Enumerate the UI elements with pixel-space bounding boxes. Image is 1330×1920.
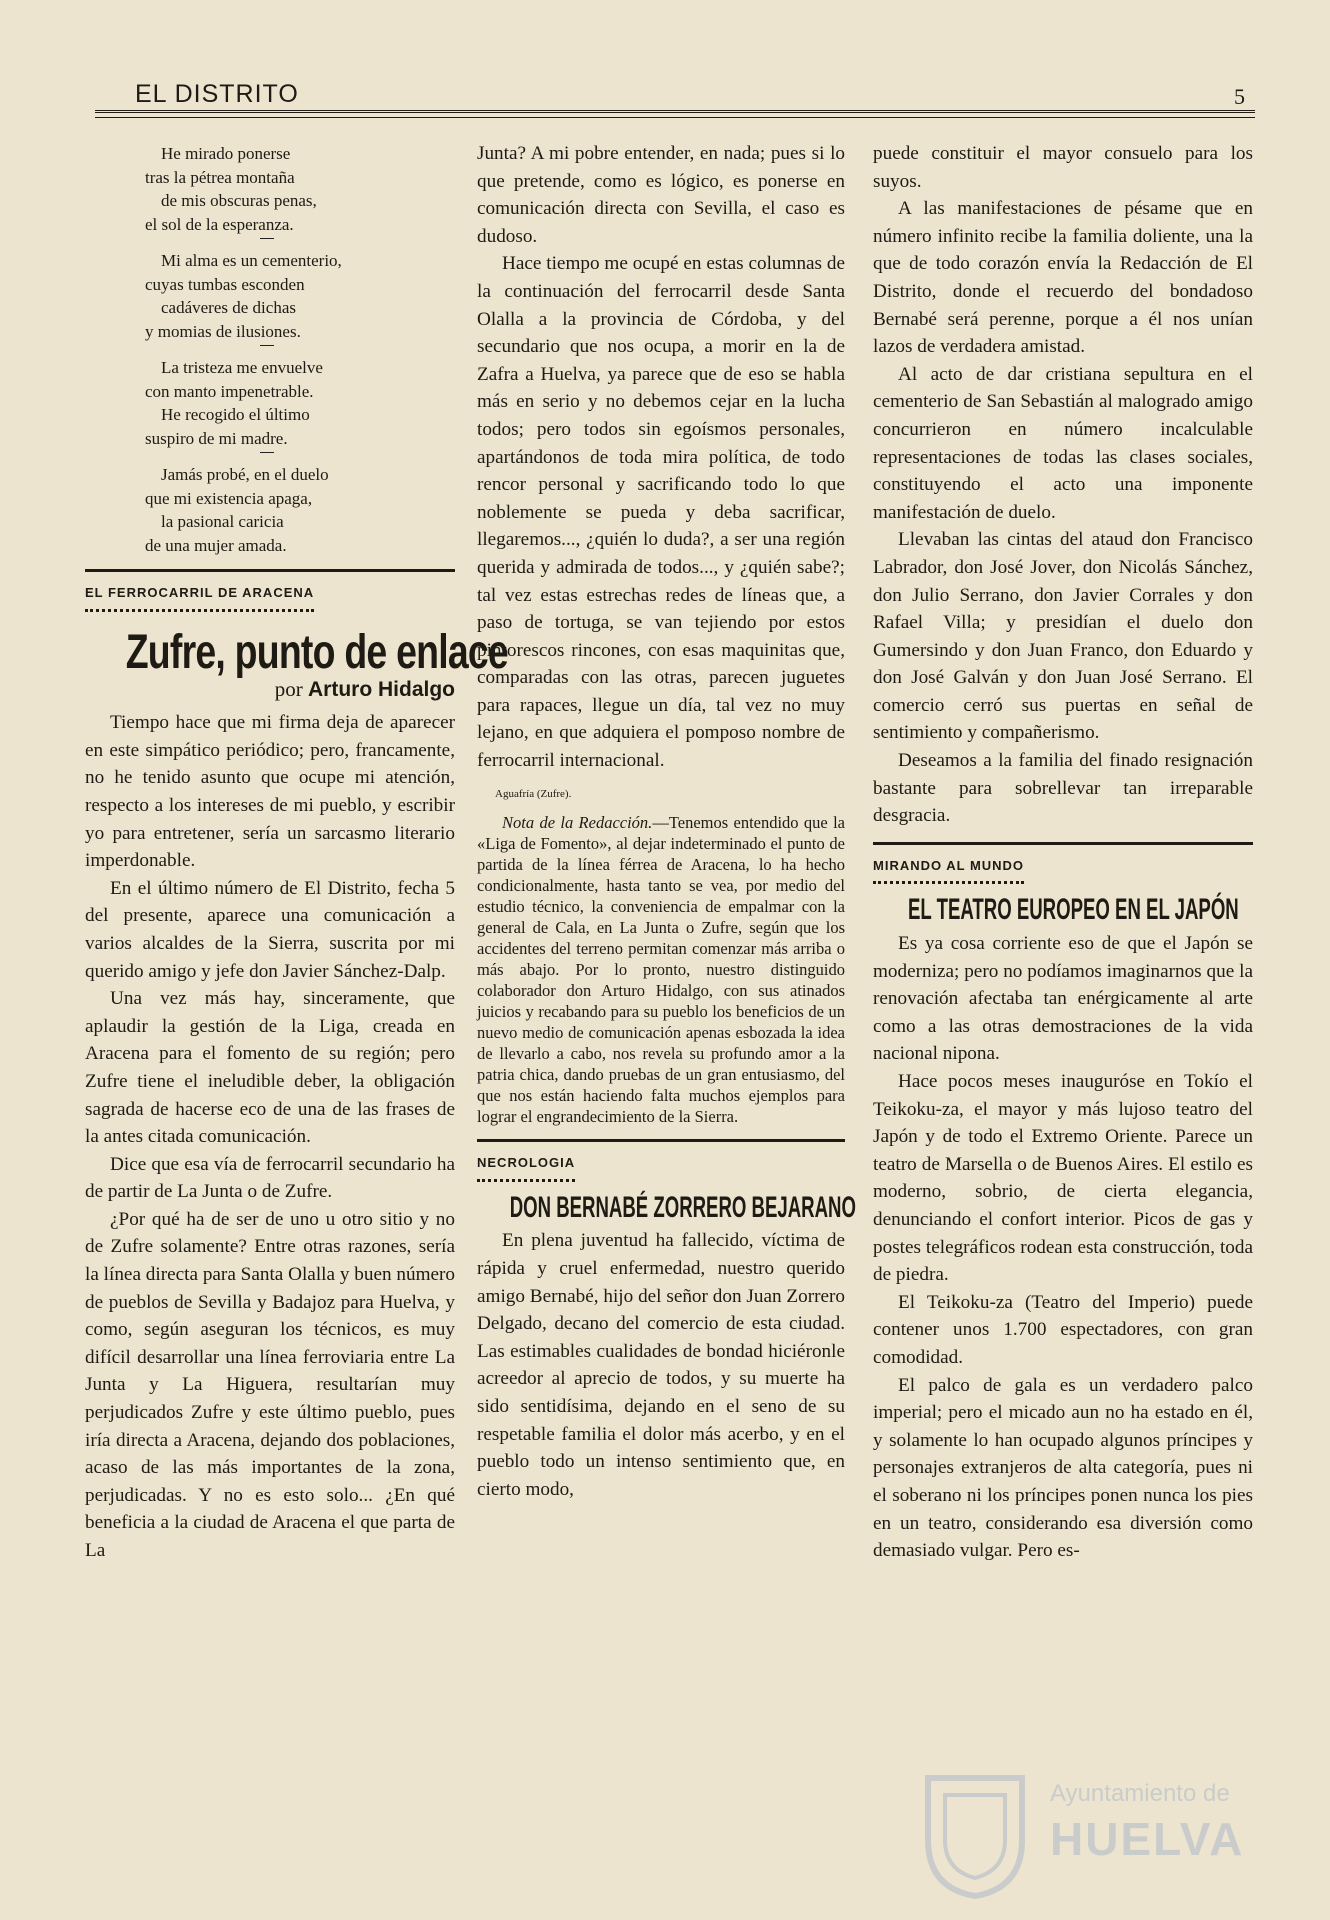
byline-author: Arturo Hidalgo — [308, 677, 455, 701]
paragraph: Hace tiempo me ocupé en estas columnas de la continuación del ferrocarril desde Santa Olalla a la provincia de Córdoba, y del secundario que nos ocupa, a morir en la de Zafra a Huelva, ya parece que de eso se habla más en serio y no debemos cejar en la lucha todos; pero todos sin egoísmos personales, apartándonos de toda mira política, de todo rencor personal y sacrificando todo lo que noblemente se pueda y deba sacrificar, llegaremos..., ¿quién lo duda?, a ser una región querida y admirada de todos..., y ¿quién sabe?; tal vez estas estrechas redes de líneas que, a paso de tortuga, se van tejiendo por estos pintorescos rincones, con esas maquinitas que, comparadas con las otras, parecen juguetes para rapaces, llegue un día, tal vez no muy lejano, en que adquiera el pomposo nombre de ferrocarril internacional. — [477, 253, 845, 772]
paragraph: puede constituir el mayor consuelo para los suyos. — [873, 143, 1253, 192]
paragraph: Tiempo hace que mi firma deja de aparecer en este simpático periódico; pero, francamente, no he tenido asunto que ocupe mi atención, respecto a los intereses de mi pueblo, y escribir yo para entretener, sería un sarcasmo literario imperdonable. — [85, 712, 455, 872]
column-3 — [873, 140, 1253, 1565]
paragraph: A las manifestaciones de pésame que en número infinito recibe la familia doliente, una la que de todo corazón envía la Redacción de El Distrito, donde el recuerdo del bondadoso Bernabé será perenne, porque a él nos unían lazos de verdadera amistad. — [873, 198, 1253, 358]
paragraph: Llevaban las cintas del ataud don Francisco Labrador, don José Jover, don Nicolás Sánchez, don Julio Serrano, don Javier Corrales y don Rafael Villa; y presidían el duelo don Gumersindo y don Juan Franco, don Eduardo y don José Galván y don Juan José Serrano. El comercio cerró sus puertas en señal de sentimiento y compañerismo. — [873, 529, 1253, 744]
poem-line: He mirado ponerse — [161, 144, 291, 163]
section-rule — [873, 842, 1253, 845]
poem-line: suspiro de mi madre. — [145, 428, 288, 448]
paragraph: Hace pocos meses inauguróse en Tokío el Teikoku-za, el mayor y más lujoso teatro del Japón y de todo el Extremo Oriente. Parece un teatro de Marsella o de Buenos Aires. El estilo es moderno, sobrio, de cierta elegancia, denunciando el confort interior. Picos de gas y postes telegráficos rodean esta construcción, toda de piedra. — [873, 1071, 1253, 1286]
poem-line: de una mujer amada. — [145, 535, 287, 555]
poem-line: cadáveres de dichas — [161, 298, 296, 317]
paragraph: Deseamos a la familia del finado resignación bastante para sobrellevar tan irreparable desgracia. — [873, 750, 1253, 827]
paragraph: Es ya cosa corriente eso de que el Japón se moderniza; pero no podíamos imaginarnos que la renovación afectaba tan enérgicamente al arte como a las otras demostraciones de la vida nacional nipona. — [873, 933, 1253, 1065]
poem-line: He recogido el último — [161, 405, 310, 424]
poem-stanza — [145, 463, 455, 557]
poem-separator — [260, 345, 274, 352]
editorial-note — [477, 812, 845, 1127]
article-headline-zufre: Zufre, punto de enlace — [125, 625, 508, 679]
newspaper-title: EL DISTRITO — [135, 80, 299, 108]
poem-line: tras la pétrea montaña — [145, 167, 295, 187]
watermark-ayuntamiento — [910, 1770, 1310, 1900]
article-body-teatro — [873, 930, 1253, 1565]
note-text: —Tenemos entendido que la «Liga de Fomento», al dejar indeterminado el punto de partida de la línea férrea de Aracena, lo ha hecho condicionalmente, hasta tanto se vea, por medio del estudio técnico, la conveniencia de empalmar con la general de Cala, en La Junta o Zufre, según que los accidentes del terreno permitan comenzar más arriba o más abajo. Por lo pronto, nuestro distinguido colaborador don Arturo Hidalgo, con sus atinados juicios y recabando para su pueblo los beneficios de un nuevo medio de comunicación apenas esbozada la idea de llevarlo a cabo, nos revela su profundo amor a la patria chica, dando pruebas de un gran entusiasmo, del que nos están haciendo falta muchos ejemplos para lograr el engrandecimiento de la Sierra. — [477, 813, 845, 1127]
column-2 — [477, 140, 856, 1503]
necrologia-body-continued — [873, 140, 1253, 830]
poem-line: el sol de la esperanza. — [145, 214, 294, 234]
article-body-zufre-continued — [477, 140, 845, 775]
header-rule — [95, 110, 1255, 118]
article-body-zufre — [85, 709, 455, 1564]
section-kicker-necrologia: NECROLOGIA — [477, 1149, 575, 1182]
poem-line: La tristeza me envuelve — [161, 358, 323, 377]
byline-prefix: por — [274, 676, 303, 701]
paragraph: Junta? A mi pobre entender, en nada; pues si lo que pretende, como es lógico, es ponerse en comunicación directa con Sevilla, el caso es dudoso. — [477, 143, 845, 247]
paragraph: El Teikoku-za (Teatro del Imperio) puede contener unos 1.700 espectadores, con gran comodidad. — [873, 1291, 1253, 1368]
paragraph: Una vez más hay, sinceramente, que aplaudir la gestión de la Liga, creada en Aracena para el fomento de su región; pero Zufre tiene el ineludible deber, la obligación sagrada de hacerse eco de una de las frases de la antes citada comunicación. — [85, 988, 455, 1148]
byline — [85, 676, 455, 704]
article-headline-teatro: EL TEATRO EUROPEO EN EL JAPÓN — [908, 893, 1239, 927]
paragraph: ¿Por qué ha de ser de uno u otro sitio y no de Zufre solamente? Entre otras razones, sería la línea directa para Santa Olalla y buen número de pueblos de Sevilla y Badajoz para Huelva, y como, según aseguran los técnicos, es muy difícil desarrollar una línea ferroviaria entre La Junta y La Higuera, resultarían muy perjudicados Zufre y este último pueblo, pues iría directa a Aracena, dejando dos poblaciones, acaso de las más importantes de la zona, perjudicadas. Y no es esto solo... ¿En qué beneficia a la ciudad de Aracena el que parta de La — [85, 1208, 455, 1561]
page-header — [95, 80, 1255, 120]
poem-line: y momias de ilusiones. — [145, 321, 301, 341]
poem-line: Jamás probé, en el duelo — [161, 465, 329, 484]
poem-line: de mis obscuras penas, — [161, 191, 317, 210]
note-label: Nota de la Redacción. — [502, 813, 653, 833]
signoff: Aguafría (Zufre). — [495, 787, 572, 800]
poem-line: cuyas tumbas esconden — [145, 274, 305, 294]
poem-line: la pasional caricia — [161, 512, 284, 531]
poem-stanza — [145, 249, 455, 343]
watermark-line1: Ayuntamiento de — [1050, 1780, 1230, 1807]
paragraph: En el último número de El Distrito, fecha 5 del presente, aparece una comunicación a varios alcaldes de la Sierra, suscrita por mi querido amigo y jefe don Javier Sánchez-Dalp. — [85, 877, 455, 982]
article-headline-necrologia: DON BERNABÉ ZORRERO BEJARANO — [509, 1190, 856, 1224]
section-kicker-ferrocarril: EL FERROCARRIL DE ARACENA — [85, 579, 314, 612]
section-rule — [477, 1139, 845, 1142]
paragraph: El palco de gala es un verdadero palco imperial; pero el micado aun no ha estado en él, y solamente lo han ocupado algunos príncipes y personajes extranjeros de alta categoría, pues ni el soberano ni los príncipes ponen nunca los pies en un teatro, considerando esa diversión como demasiado vulgar. Pero es- — [873, 1374, 1253, 1562]
paragraph: Dice que esa vía de ferrocarril secundario ha de partir de La Junta o de Zufre. — [85, 1153, 455, 1203]
watermark-line2: HUELVA — [1050, 1813, 1245, 1865]
poem-separator — [260, 238, 274, 245]
poem-line: con manto impenetrable. — [145, 381, 314, 401]
section-kicker-mirando: MIRANDO AL MUNDO — [873, 852, 1024, 885]
section-rule — [85, 569, 455, 572]
column-1 — [85, 140, 508, 1565]
page-number: 5 — [1234, 84, 1245, 109]
poem — [145, 142, 455, 557]
paragraph: Al acto de dar cristiana sepultura en el cementerio de San Sebastián al malogrado amigo concurrieron en número incalculable representaciones de todas las clases sociales, constituyendo el acto una imponente manifestación de duelo. — [873, 363, 1253, 523]
poem-line: Mi alma es un cementerio, — [161, 251, 342, 270]
poem-line: que mi existencia apaga, — [145, 488, 313, 508]
necrologia-body: En plena juventud ha fallecido, víctima de rápida y cruel enfermedad, nuestro querido amigo Bernabé, hijo del señor don Juan Zorrero Delgado, decano del comercio de esta ciudad. Las estimables cualidades de bondad hiciéronle acreedor al aprecio de todos, y su muerte ha sido sentidísima, dejando en el seno de su respetable familia el dolor más acerbo, y en el pueblo todo un intenso sentimiento que, en cierto modo, — [477, 1230, 845, 1500]
shield-icon — [920, 1770, 1030, 1900]
poem-separator — [260, 452, 274, 459]
poem-stanza — [145, 142, 455, 236]
poem-stanza — [145, 356, 455, 450]
